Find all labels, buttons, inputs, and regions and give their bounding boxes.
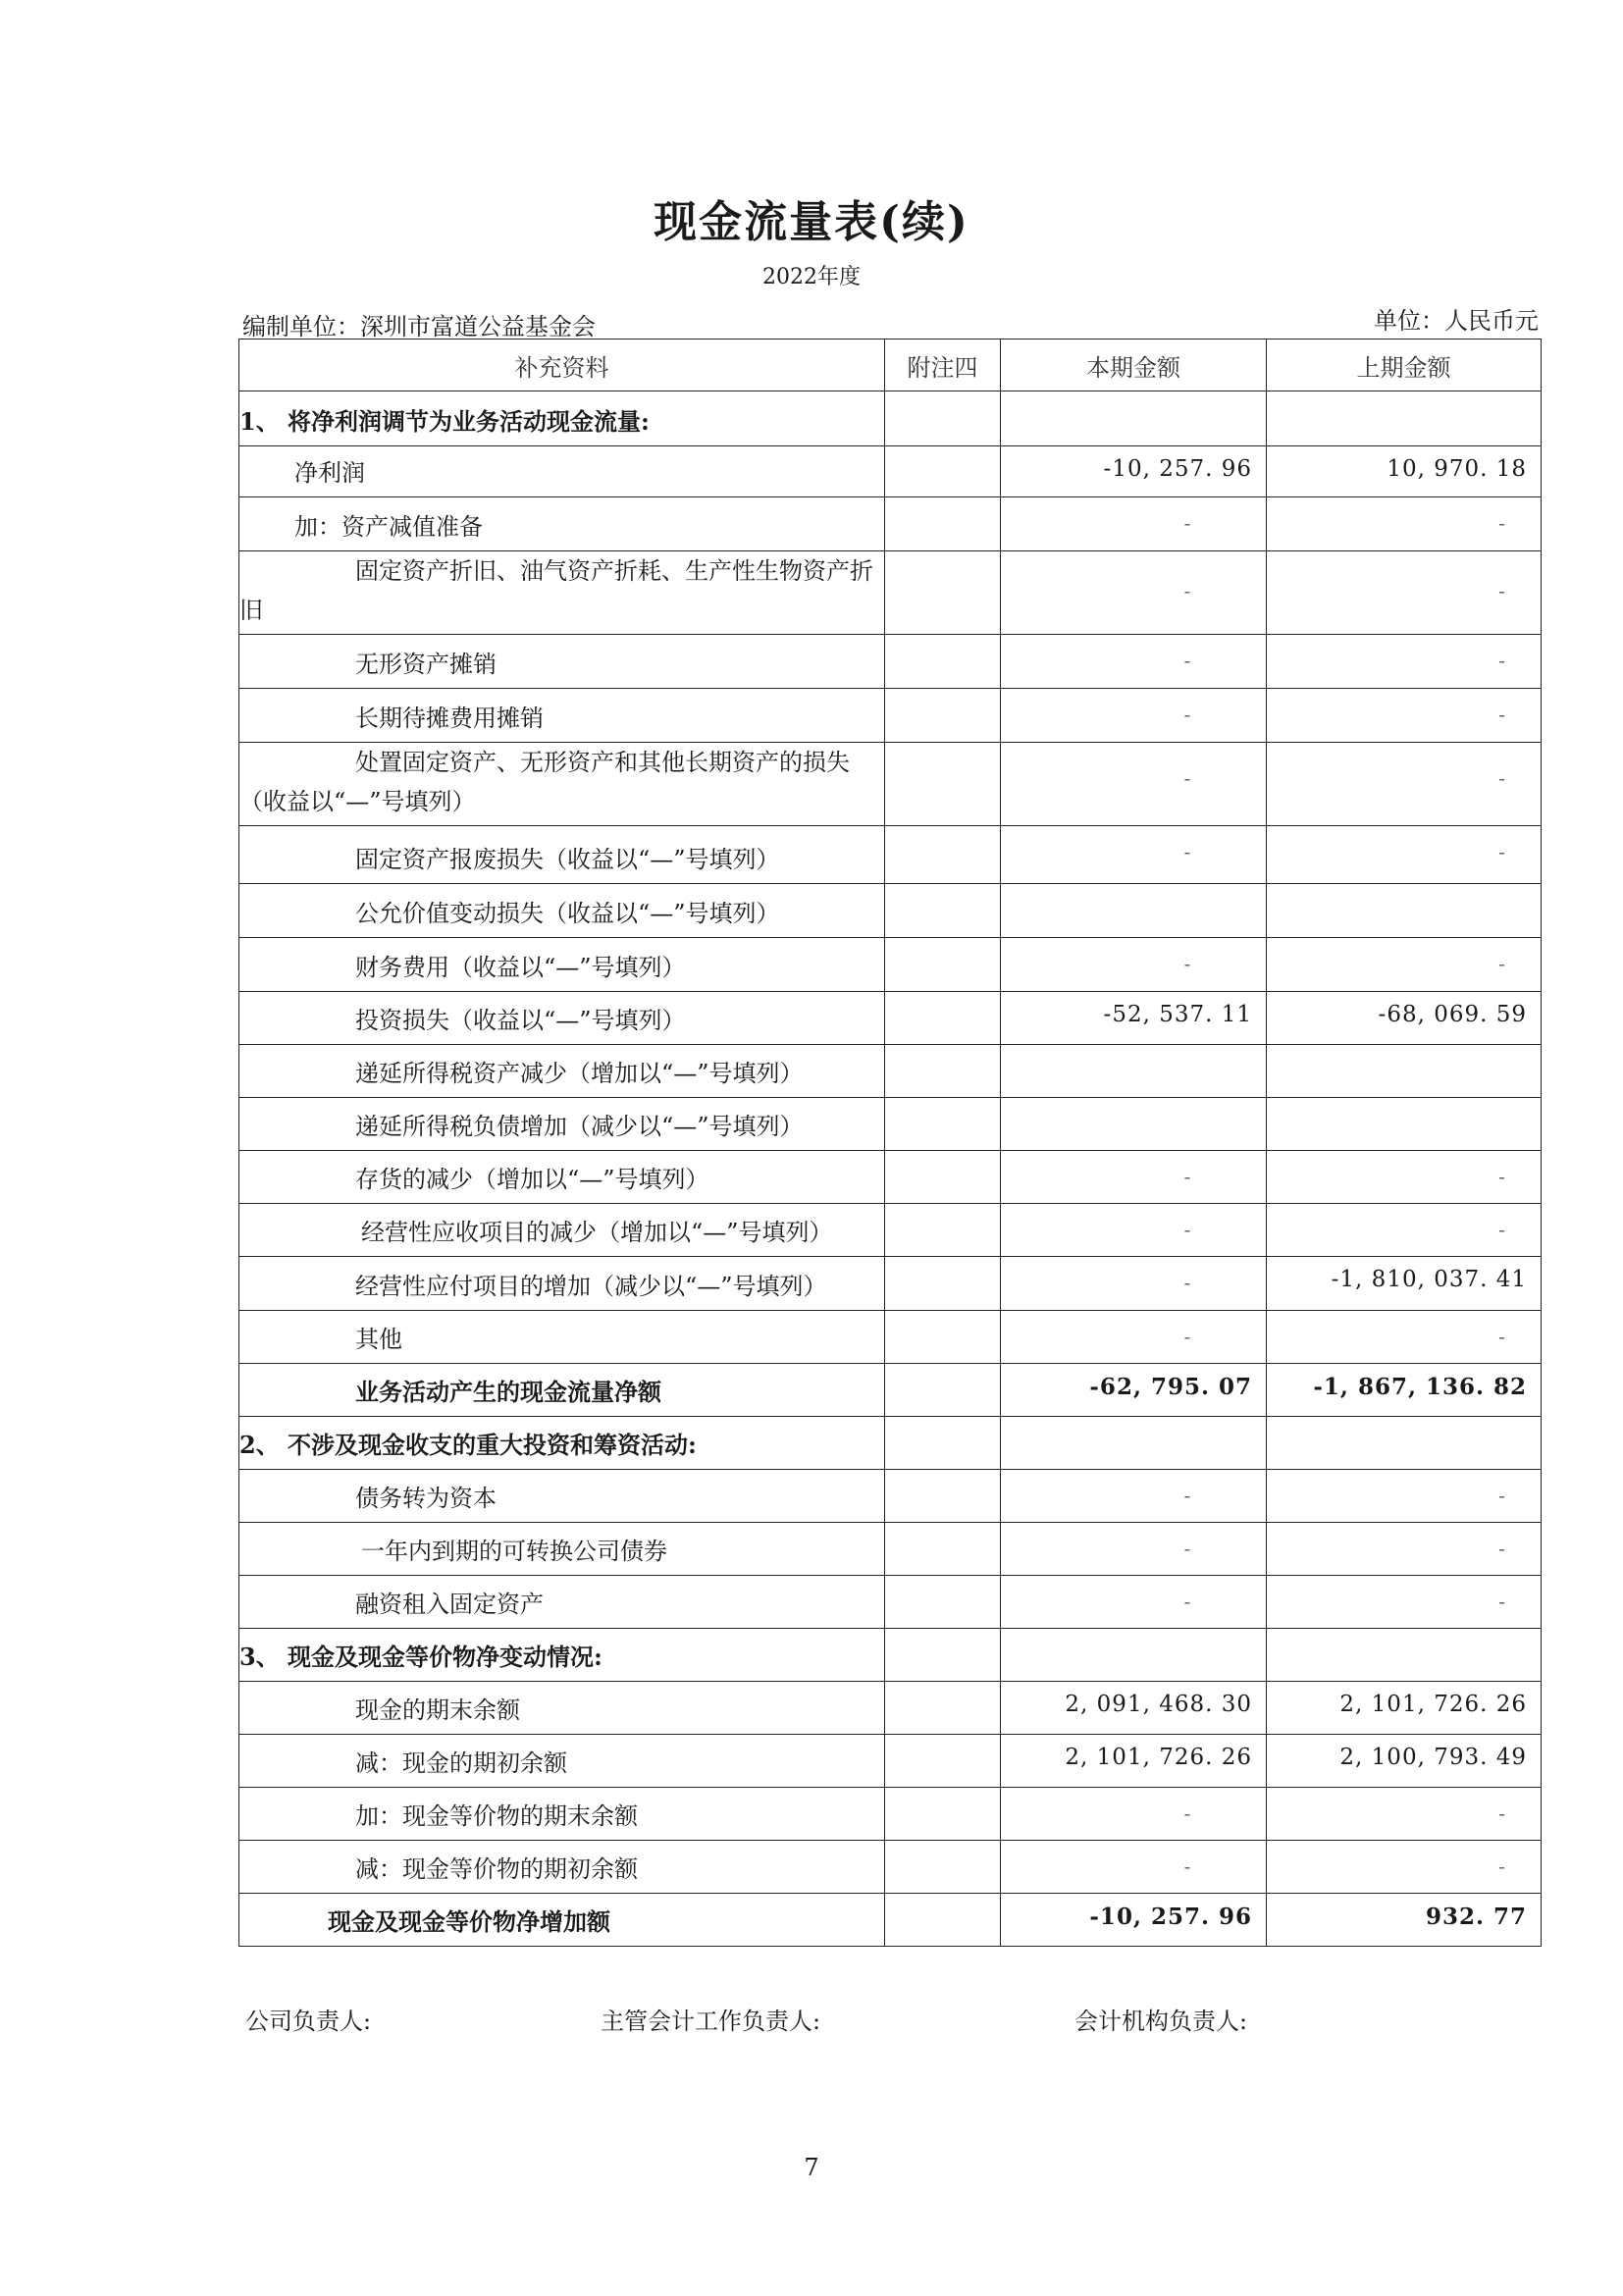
table-row: [239, 1470, 1542, 1523]
current-amount: -: [1001, 551, 1267, 635]
previous-amount: -1, 810, 037. 41: [1267, 1257, 1542, 1311]
note-cell: [885, 1894, 1001, 1947]
note-cell: [885, 1417, 1001, 1470]
note-cell: [885, 635, 1001, 689]
row-label: 递延所得税负债增加（减少以“—”号填列）: [239, 1098, 885, 1151]
current-amount: -: [1001, 1523, 1267, 1576]
previous-amount: [1267, 884, 1542, 938]
note-cell: [885, 1682, 1001, 1735]
table-row: [239, 743, 1542, 826]
previous-amount: -: [1267, 497, 1542, 551]
previous-amount: [1267, 1417, 1542, 1470]
previous-amount: -: [1267, 1311, 1542, 1364]
current-amount: -: [1001, 1151, 1267, 1204]
header-note: 附注四: [885, 339, 1001, 391]
table-row: [239, 1788, 1542, 1841]
current-amount: -: [1001, 689, 1267, 743]
note-cell: [885, 1151, 1001, 1204]
current-amount: [1001, 391, 1267, 446]
row-label: 经营性应收项目的减少（增加以“—”号填列）: [239, 1204, 885, 1257]
note-cell: [885, 992, 1001, 1045]
table-row: [239, 826, 1542, 884]
row-label: 加：资产减值准备: [239, 497, 885, 551]
note-cell: [885, 884, 1001, 938]
table-row: [239, 1364, 1542, 1417]
previous-amount: 932. 77: [1267, 1894, 1542, 1947]
table-row: [239, 551, 1542, 635]
current-amount: 2, 091, 468. 30: [1001, 1682, 1267, 1735]
table-row: [239, 1841, 1542, 1894]
note-cell: [885, 743, 1001, 826]
previous-amount: -1, 867, 136. 82: [1267, 1364, 1542, 1417]
header-previous: 上期金额: [1267, 339, 1542, 391]
header-supplement: 补充资料: [239, 339, 885, 391]
note-cell: [885, 938, 1001, 992]
previous-amount: -: [1267, 1523, 1542, 1576]
table-row: [239, 689, 1542, 743]
current-amount: [1001, 1629, 1267, 1682]
note-cell: [885, 1098, 1001, 1151]
row-label: 现金及现金等价物净增加额: [239, 1894, 885, 1947]
currency-unit: 单位：人民币元: [1374, 307, 1539, 335]
previous-amount: 2, 101, 726. 26: [1267, 1682, 1542, 1735]
current-amount: [1001, 1417, 1267, 1470]
note-cell: [885, 1045, 1001, 1098]
note-cell: [885, 497, 1001, 551]
previous-amount: -: [1267, 743, 1542, 826]
note-cell: [885, 1204, 1001, 1257]
row-label: 存货的减少（增加以“—”号填列）: [239, 1151, 885, 1204]
current-amount: -62, 795. 07: [1001, 1364, 1267, 1417]
row-label: 经营性应付项目的增加（减少以“—”号填列）: [239, 1257, 885, 1311]
page-title: 现金流量表(续): [654, 197, 969, 247]
note-cell: [885, 1629, 1001, 1682]
table-row: [239, 1894, 1542, 1947]
current-amount: -: [1001, 497, 1267, 551]
previous-amount: -: [1267, 938, 1542, 992]
note-cell: [885, 1470, 1001, 1523]
current-amount: -: [1001, 1576, 1267, 1629]
table-row: [239, 1523, 1542, 1576]
report-year: 2022年度: [762, 265, 861, 289]
note-cell: [885, 1257, 1001, 1311]
previous-amount: -: [1267, 1151, 1542, 1204]
note-cell: [885, 689, 1001, 743]
table-row: [239, 391, 1542, 446]
table-row: [239, 1682, 1542, 1735]
row-label: 固定资产报废损失（收益以“—”号填列）: [239, 826, 885, 884]
row-label: 固定资产折旧、油气资产折耗、生产性生物资产折旧: [239, 551, 885, 635]
row-label: 3、 现金及现金等价物净变动情况:: [239, 1629, 885, 1682]
row-label: 业务活动产生的现金流量净额: [239, 1364, 885, 1417]
current-amount: -: [1001, 826, 1267, 884]
row-label: 减：现金等价物的期初余额: [239, 1841, 885, 1894]
previous-amount: -: [1267, 689, 1542, 743]
note-cell: [885, 391, 1001, 446]
row-label: 财务费用（收益以“—”号填列）: [239, 938, 885, 992]
previous-amount: [1267, 1045, 1542, 1098]
row-label: 无形资产摊销: [239, 635, 885, 689]
previous-amount: -68, 069. 59: [1267, 992, 1542, 1045]
previous-amount: -: [1267, 1576, 1542, 1629]
current-amount: -10, 257. 96: [1001, 446, 1267, 497]
note-cell: [885, 551, 1001, 635]
row-label: 融资租入固定资产: [239, 1576, 885, 1629]
row-label: 公允价值变动损失（收益以“—”号填列）: [239, 884, 885, 938]
note-cell: [885, 446, 1001, 497]
signature-accounting-dept: 会计机构负责人:: [1074, 2008, 1248, 2035]
current-amount: 2, 101, 726. 26: [1001, 1735, 1267, 1788]
previous-amount: 10, 970. 18: [1267, 446, 1542, 497]
previous-amount: [1267, 1629, 1542, 1682]
table-row: [239, 884, 1542, 938]
current-amount: -: [1001, 1841, 1267, 1894]
table-row: [239, 1735, 1542, 1788]
note-cell: [885, 1576, 1001, 1629]
table-row: [239, 1257, 1542, 1311]
table-row: [239, 1151, 1542, 1204]
row-label: 长期待摊费用摊销: [239, 689, 885, 743]
row-label: 1、 将净利润调节为业务活动现金流量:: [239, 391, 885, 446]
previous-amount: -: [1267, 1204, 1542, 1257]
row-label: 加：现金等价物的期末余额: [239, 1788, 885, 1841]
current-amount: -: [1001, 635, 1267, 689]
table-row: [239, 497, 1542, 551]
previous-amount: -: [1267, 1841, 1542, 1894]
current-amount: -: [1001, 938, 1267, 992]
row-label: 2、 不涉及现金收支的重大投资和筹资活动:: [239, 1417, 885, 1470]
table-row: [239, 446, 1542, 497]
note-cell: [885, 1788, 1001, 1841]
current-amount: -10, 257. 96: [1001, 1894, 1267, 1947]
previous-amount: [1267, 391, 1542, 446]
signature-accounting-head: 主管会计工作负责人:: [601, 2008, 821, 2035]
table-row: [239, 992, 1542, 1045]
current-amount: -: [1001, 743, 1267, 826]
table-row: [239, 635, 1542, 689]
table-row: [239, 1417, 1542, 1470]
current-amount: -: [1001, 1470, 1267, 1523]
reporting-entity: 编制单位：深圳市富道公益基金会: [242, 313, 596, 340]
row-label: 净利润: [239, 446, 885, 497]
note-cell: [885, 826, 1001, 884]
table-row: [239, 938, 1542, 992]
previous-amount: 2, 100, 793. 49: [1267, 1735, 1542, 1788]
current-amount: [1001, 884, 1267, 938]
cash-flow-supplement-table: [238, 339, 1542, 1947]
note-cell: [885, 1841, 1001, 1894]
table-row: [239, 1098, 1542, 1151]
current-amount: -: [1001, 1204, 1267, 1257]
page-number: 7: [804, 2154, 819, 2181]
previous-amount: -: [1267, 826, 1542, 884]
current-amount: -52, 537. 11: [1001, 992, 1267, 1045]
previous-amount: -: [1267, 1788, 1542, 1841]
previous-amount: -: [1267, 1470, 1542, 1523]
note-cell: [885, 1523, 1001, 1576]
note-cell: [885, 1735, 1001, 1788]
row-label: 处置固定资产、无形资产和其他长期资产的损失（收益以“—”号填列）: [239, 743, 885, 826]
current-amount: [1001, 1098, 1267, 1151]
row-label: 现金的期末余额: [239, 1682, 885, 1735]
current-amount: [1001, 1045, 1267, 1098]
table-row: [239, 1204, 1542, 1257]
header-current: 本期金额: [1001, 339, 1267, 391]
row-label: 递延所得税资产减少（增加以“—”号填列）: [239, 1045, 885, 1098]
current-amount: -: [1001, 1788, 1267, 1841]
row-label: 减：现金的期初余额: [239, 1735, 885, 1788]
row-label: 债务转为资本: [239, 1470, 885, 1523]
previous-amount: [1267, 1098, 1542, 1151]
signature-company-head: 公司负责人:: [245, 2008, 372, 2035]
table-row: [239, 1045, 1542, 1098]
previous-amount: -: [1267, 635, 1542, 689]
table-row: [239, 1311, 1542, 1364]
row-label: 一年内到期的可转换公司债券: [239, 1523, 885, 1576]
note-cell: [885, 1311, 1001, 1364]
row-label: 投资损失（收益以“—”号填列）: [239, 992, 885, 1045]
current-amount: -: [1001, 1257, 1267, 1311]
previous-amount: -: [1267, 551, 1542, 635]
note-cell: [885, 1364, 1001, 1417]
row-label: 其他: [239, 1311, 885, 1364]
table-row: [239, 1576, 1542, 1629]
table-row: [239, 1629, 1542, 1682]
current-amount: -: [1001, 1311, 1267, 1364]
table-header-row: [239, 339, 1542, 391]
